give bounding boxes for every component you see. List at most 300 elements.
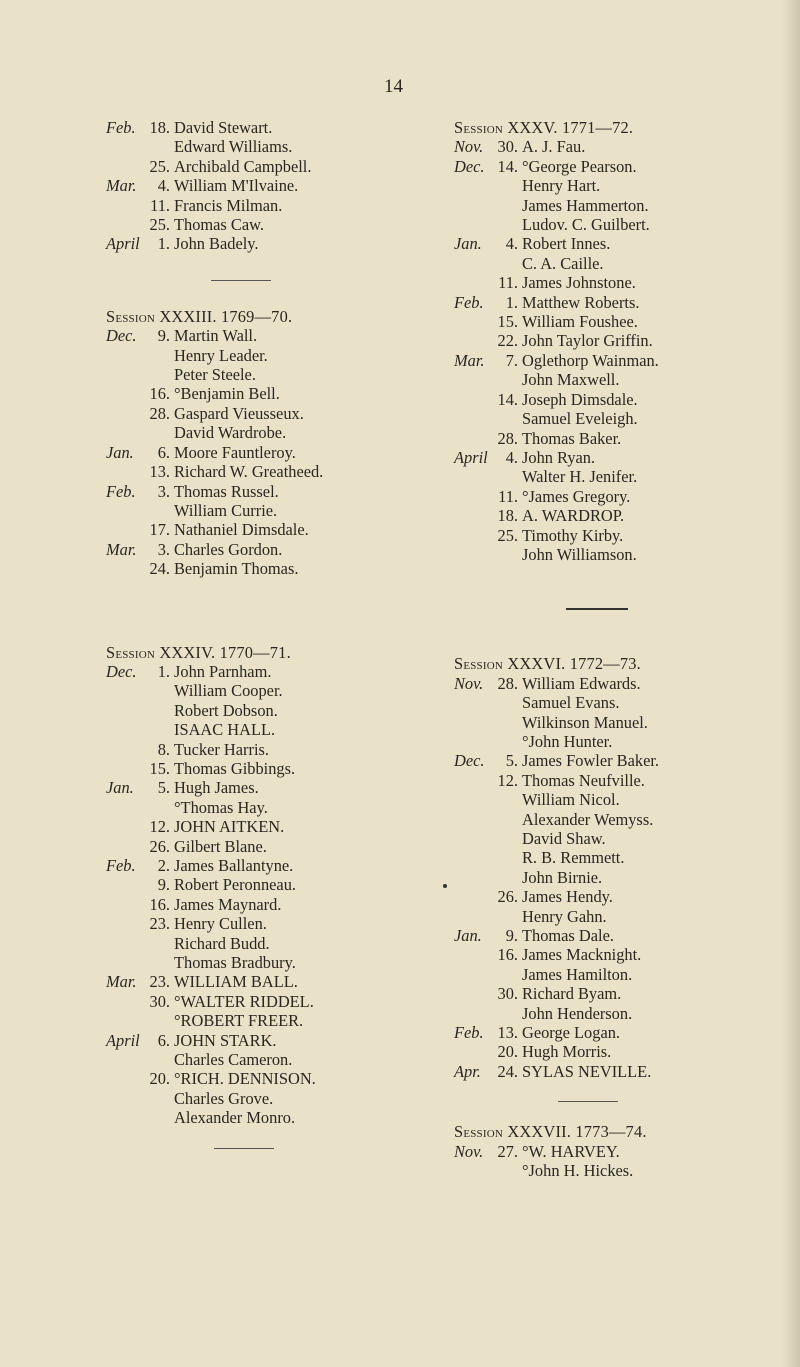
list-item [106, 837, 446, 856]
entry-month: Feb. [106, 118, 136, 137]
left-column [106, 118, 446, 1149]
entry-month: April [106, 1030, 140, 1050]
entry-month [106, 157, 144, 176]
entry-month [106, 215, 144, 234]
entry-day: 4. [505, 447, 518, 467]
list-item [454, 907, 794, 926]
list-item [454, 390, 794, 409]
entry-month [106, 520, 144, 539]
list-item [106, 326, 446, 345]
entry-month [106, 365, 144, 384]
entry-name: °John Hunter. [522, 731, 613, 751]
list-item [106, 934, 446, 953]
entry-month [106, 1050, 144, 1069]
entry-day: 9. [157, 875, 170, 895]
entry-month [454, 732, 492, 751]
entry-name: Richard Byam. [522, 984, 622, 1004]
entry-day: 13. [497, 1023, 518, 1043]
entry-month [106, 501, 144, 520]
entry-month [454, 429, 492, 448]
list-item [106, 157, 446, 176]
entry-name: William Currie. [174, 500, 278, 520]
list-item [106, 817, 446, 836]
entry-day: 16. [149, 384, 170, 404]
entry-name: WILLIAM BALL. [174, 972, 298, 992]
entry-day: 14. [497, 389, 518, 409]
entry-day [492, 1004, 522, 1023]
entry-name: Gaspard Vieusseux. [174, 403, 304, 423]
entry-name: James Hendy. [522, 887, 613, 907]
entry-name: Hugh Morris. [522, 1042, 612, 1062]
list-item [106, 215, 446, 234]
entry-day: 15. [497, 312, 518, 332]
entry-name: °Thomas Hay. [174, 797, 268, 817]
session-heading: Session XXXIV. 1770—71. [106, 642, 291, 662]
entry-month: Nov. [454, 1141, 484, 1161]
entry-month [106, 196, 144, 215]
entry-name: Alexander Monro. [174, 1108, 296, 1128]
entry-month: Nov. [454, 673, 484, 693]
entry-month [106, 1069, 144, 1088]
entry-month [106, 423, 144, 442]
entry-name: Henry Gahn. [522, 906, 607, 926]
entry-day: 15. [149, 758, 170, 778]
entry-month: April [106, 234, 140, 254]
entry-name: Samuel Evans. [522, 693, 620, 713]
list-item [106, 720, 446, 739]
entry-name: C. A. Caille. [522, 253, 604, 273]
list-item [454, 254, 794, 273]
entry-month: Jan. [106, 778, 134, 798]
entry-month [454, 790, 492, 809]
entry-name: Thomas Neufville. [522, 770, 645, 790]
entry-day [144, 681, 174, 700]
list-item [106, 914, 446, 933]
list-item [454, 926, 794, 945]
entry-name: Thomas Dale. [522, 926, 614, 946]
list-item [106, 384, 446, 403]
entry-month [106, 404, 144, 423]
entry-day: 3. [157, 539, 170, 559]
entry-name: Hugh James. [174, 778, 259, 798]
entry-month: Dec. [454, 751, 485, 771]
entry-day: 8. [157, 739, 170, 759]
entry-month [454, 273, 492, 292]
entry-day [492, 370, 522, 389]
list-item [454, 351, 794, 370]
entry-name: Charles Grove. [174, 1088, 274, 1108]
entry-day [492, 693, 522, 712]
list-item [454, 1004, 794, 1023]
entry-name: Moore Fauntleroy. [174, 442, 296, 462]
entry-day [492, 545, 522, 564]
entry-day: 12. [497, 770, 518, 790]
section-divider [214, 1148, 274, 1149]
entry-name: William Foushee. [522, 312, 638, 332]
entry-month [106, 559, 144, 578]
session-heading: Session XXXV. 1771—72. [454, 118, 634, 137]
list-item [106, 501, 446, 520]
entry-day: 13. [149, 462, 170, 482]
entry-month [454, 829, 492, 848]
entry-name: °ROBERT FREER. [174, 1011, 304, 1031]
entry-month [454, 945, 492, 964]
entry-month: Mar. [454, 350, 485, 370]
entry-day [492, 176, 522, 195]
entry-day: 20. [149, 1069, 170, 1089]
entry-month [454, 713, 492, 732]
entry-name: John Parnham. [174, 661, 272, 681]
entry-name: °John H. Hickes. [522, 1161, 634, 1181]
entry-day: 23. [149, 972, 170, 992]
list-item [454, 829, 794, 848]
list-item [106, 540, 446, 559]
entry-day [492, 732, 522, 751]
entry-day: 25. [149, 215, 170, 235]
list-item [106, 404, 446, 423]
entry-name: Richard Budd. [174, 933, 270, 953]
entry-month [106, 1108, 144, 1127]
entry-month [454, 693, 492, 712]
entry-day: 26. [149, 836, 170, 856]
entry-day: 28. [497, 428, 518, 448]
entry-month [454, 907, 492, 926]
list-item [106, 1031, 446, 1050]
entry-day: 11. [150, 195, 170, 215]
list-item [106, 365, 446, 384]
entry-month: Feb. [454, 1023, 484, 1043]
entry-month [454, 506, 492, 525]
list-item [106, 1089, 446, 1108]
list-item [454, 176, 794, 195]
entry-day: 1. [505, 292, 518, 312]
entry-day: 23. [149, 914, 170, 934]
list-item [454, 693, 794, 712]
entry-month: Feb. [454, 292, 484, 312]
entry-month [454, 526, 492, 545]
entry-name: Martin Wall. [174, 326, 258, 346]
list-item [454, 545, 794, 564]
session-heading: Session XXXVI. 1772—73. [454, 654, 641, 674]
entry-month [454, 467, 492, 486]
entry-month [454, 887, 492, 906]
entry-day [492, 965, 522, 984]
entry-day: 1. [157, 234, 170, 254]
list-item [106, 520, 446, 539]
entry-day: 30. [149, 991, 170, 1011]
entry-month [454, 196, 492, 215]
entry-day [492, 409, 522, 428]
entry-day: 22. [497, 331, 518, 351]
right-column [454, 118, 794, 1181]
entry-name: Charles Cameron. [174, 1050, 293, 1070]
entry-name: Matthew Roberts. [522, 292, 640, 312]
list-item [106, 346, 446, 365]
intro-entries [106, 118, 446, 254]
entry-name: William Edwards. [522, 673, 641, 693]
entry-day [492, 1161, 522, 1180]
entry-month [454, 390, 492, 409]
list-item [106, 856, 446, 875]
list-item [454, 157, 794, 176]
entry-name: Robert Innes. [522, 234, 611, 254]
entry-name: James Macknight. [522, 945, 642, 965]
entry-day [144, 1050, 174, 1069]
entry-name: David Stewart. [174, 118, 273, 137]
list-item [106, 423, 446, 442]
list-item [454, 771, 794, 790]
entry-month [106, 384, 144, 403]
entry-day: 11. [498, 486, 518, 506]
entry-month [106, 701, 144, 720]
list-item [454, 196, 794, 215]
list-item [454, 331, 794, 350]
entry-day: 16. [149, 894, 170, 914]
list-item [106, 972, 446, 991]
session-heading: Session XXXVII. 1773—74. [454, 1122, 647, 1142]
entry-name: George Logan. [522, 1023, 621, 1043]
entry-name: Thomas Gibbings. [174, 758, 296, 778]
entry-name: John Ryan. [522, 447, 596, 467]
entry-day [144, 953, 174, 972]
entry-name: SYLAS NEVILLE. [522, 1061, 652, 1081]
entry-day: 12. [149, 817, 170, 837]
entry-day: 28. [149, 403, 170, 423]
list-item [106, 798, 446, 817]
entry-day: 18. [149, 118, 170, 137]
list-item [454, 273, 794, 292]
entry-day: 24. [149, 559, 170, 579]
entry-name: John Williamson. [522, 544, 637, 564]
list-item [106, 875, 446, 894]
entry-day [144, 720, 174, 739]
list-item [106, 137, 446, 156]
entry-name: Thomas Baker. [522, 428, 622, 448]
entry-month [454, 176, 492, 195]
entry-month [106, 681, 144, 700]
list-item [454, 215, 794, 234]
list-item [454, 810, 794, 829]
entry-name: °WALTER RIDDEL. [174, 991, 314, 1011]
entry-day: 30. [497, 137, 518, 157]
entry-day [144, 423, 174, 442]
list-item [454, 1161, 794, 1180]
entry-day: 4. [505, 234, 518, 254]
entry-day: 5. [157, 778, 170, 798]
entry-day: 14. [497, 156, 518, 176]
list-item [454, 1142, 794, 1161]
entry-day: 16. [497, 945, 518, 965]
entry-name: °George Pearson. [522, 156, 637, 176]
list-item [106, 740, 446, 759]
list-item [454, 751, 794, 770]
entry-month [454, 1161, 492, 1180]
entry-month [106, 1011, 144, 1030]
entry-day: 20. [497, 1042, 518, 1062]
entry-name: William Nicol. [522, 790, 620, 810]
entry-name: °Benjamin Bell. [174, 384, 280, 404]
list-item [106, 482, 446, 501]
list-item [106, 559, 446, 578]
entry-month: Dec. [106, 661, 137, 681]
entry-month [454, 848, 492, 867]
entry-day [144, 346, 174, 365]
entry-day: 1. [157, 661, 170, 681]
entry-month [106, 837, 144, 856]
list-item [106, 662, 446, 681]
list-item [106, 681, 446, 700]
entry-month: April [454, 447, 488, 467]
entry-day: 30. [497, 984, 518, 1004]
list-item [106, 462, 446, 481]
list-item [454, 713, 794, 732]
entry-day: 25. [497, 525, 518, 545]
entry-month: Mar. [106, 972, 137, 992]
list-item [454, 234, 794, 253]
entry-month [106, 992, 144, 1011]
entry-day: 9. [157, 326, 170, 346]
entry-name: Richard W. Greatheed. [174, 462, 324, 482]
entry-name: John Maxwell. [522, 370, 620, 390]
entry-month [106, 462, 144, 481]
entry-month: Mar. [106, 539, 137, 559]
entry-month [454, 1004, 492, 1023]
list-item [106, 234, 446, 253]
entry-month [454, 965, 492, 984]
entry-day [144, 501, 174, 520]
list-item [106, 701, 446, 720]
entry-name: James Fowler Baker. [522, 751, 660, 771]
list-item [454, 312, 794, 331]
entry-day: 17. [149, 520, 170, 540]
list-item [106, 778, 446, 797]
entry-day: 25. [149, 156, 170, 176]
entry-month [454, 254, 492, 273]
entry-day: 18. [497, 506, 518, 526]
entry-name: James Hamilton. [522, 964, 633, 984]
entry-month [106, 1089, 144, 1108]
entry-name: JOHN AITKEN. [174, 817, 285, 837]
entry-name: Archibald Campbell. [174, 156, 312, 176]
entry-name: William M'Ilvaine. [174, 176, 299, 196]
list-item [454, 984, 794, 1003]
list-item [454, 1062, 794, 1081]
entry-month: Dec. [454, 156, 485, 176]
list-item [106, 759, 446, 778]
entry-name: A. WARDROP. [522, 506, 625, 526]
entry-day: 7. [505, 350, 518, 370]
entry-month [106, 934, 144, 953]
entry-day: 9. [505, 926, 518, 946]
entry-day: 2. [157, 856, 170, 875]
entry-month: Mar. [106, 176, 137, 196]
entry-name: A. J. Fau. [522, 137, 586, 157]
entry-month [106, 720, 144, 739]
entry-month [106, 346, 144, 365]
entry-name: David Wardrobe. [174, 423, 287, 443]
entry-month [454, 370, 492, 389]
entry-day [144, 934, 174, 953]
entry-name: Thomas Bradbury. [174, 953, 296, 973]
entry-day [492, 810, 522, 829]
list-item [454, 1023, 794, 1042]
entry-name: John Taylor Griffin. [522, 331, 653, 351]
list-item [454, 137, 794, 156]
entry-name: Oglethorp Wainman. [522, 350, 659, 370]
entry-month: Feb. [106, 481, 136, 501]
entry-day [492, 829, 522, 848]
entry-name: °RICH. DENNISON. [174, 1069, 316, 1089]
entry-name: John Birnie. [522, 867, 603, 887]
entry-name: Henry Leader. [174, 345, 268, 365]
entry-name: Alexander Wemyss. [522, 809, 654, 829]
entry-month [106, 914, 144, 933]
entry-day [492, 467, 522, 486]
list-item [454, 732, 794, 751]
entry-name: Wilkinson Manuel. [522, 712, 648, 732]
session-33 [106, 307, 446, 579]
list-item [454, 848, 794, 867]
entry-day: 6. [157, 1030, 170, 1050]
entry-name: Charles Gordon. [174, 539, 283, 559]
entry-name: °James Gregory. [522, 486, 631, 506]
entry-day: 27. [497, 1141, 518, 1161]
entry-month [106, 875, 144, 894]
list-item [454, 965, 794, 984]
list-item [454, 467, 794, 486]
entry-name: John Henderson. [522, 1003, 633, 1023]
list-item [454, 1042, 794, 1061]
entry-name: James Johnstone. [522, 273, 636, 293]
entry-day: 24. [497, 1061, 518, 1081]
entry-name: Thomas Caw. [174, 215, 264, 235]
entry-month [454, 1042, 492, 1061]
entry-day [492, 215, 522, 234]
entry-month [106, 798, 144, 817]
entry-name: Robert Dobson. [174, 700, 278, 720]
list-item [454, 674, 794, 693]
list-item [454, 370, 794, 389]
entry-name: William Cooper. [174, 681, 283, 701]
list-item [106, 176, 446, 195]
entry-month: Feb. [106, 856, 136, 875]
entry-month: Jan. [454, 234, 482, 254]
session-37 [454, 1122, 794, 1180]
entry-day [492, 196, 522, 215]
entry-name: Samuel Eveleigh. [522, 409, 638, 429]
entry-day [492, 713, 522, 732]
list-item [454, 448, 794, 467]
list-item [454, 887, 794, 906]
entry-name: °W. HARVEY. [522, 1141, 620, 1161]
list-item [454, 429, 794, 448]
entry-name: Henry Hart. [522, 176, 601, 196]
entry-name: Joseph Dimsdale. [522, 389, 638, 409]
list-item [106, 196, 446, 215]
entry-day [144, 365, 174, 384]
entry-month: Jan. [106, 442, 134, 462]
list-item [106, 953, 446, 972]
entry-name: Robert Peronneau. [174, 875, 296, 895]
entry-name: Benjamin Thomas. [174, 559, 299, 579]
entry-month [454, 984, 492, 1003]
entry-day [144, 701, 174, 720]
entry-name: Gilbert Blane. [174, 836, 267, 856]
entry-day: 3. [157, 481, 170, 501]
entry-day [144, 1108, 174, 1127]
entry-month [454, 215, 492, 234]
entry-day [144, 1011, 174, 1030]
